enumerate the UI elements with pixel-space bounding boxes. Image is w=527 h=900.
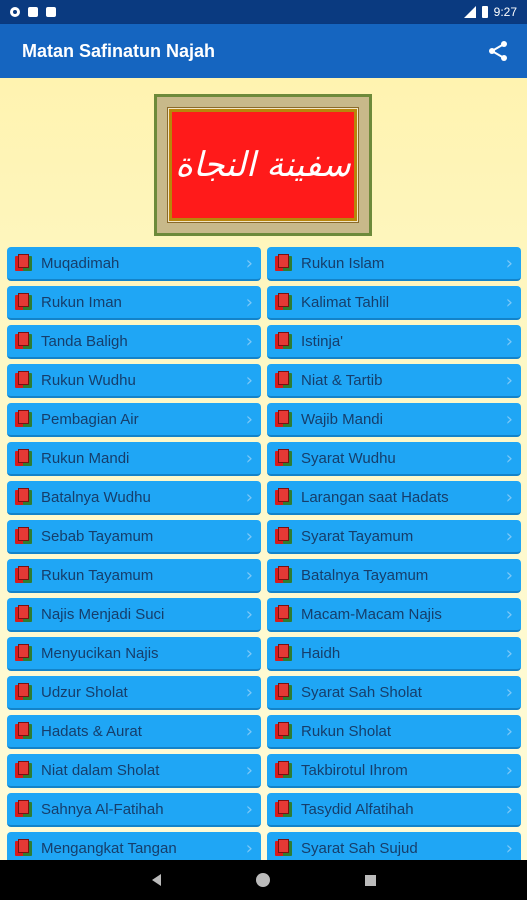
menu-item-label: Tasydid Alfatihah [301,800,414,818]
menu-item[interactable] [7,481,261,515]
menu-item[interactable] [267,832,521,860]
recents-icon[interactable] [365,875,376,886]
book-icon [275,371,293,389]
chevron-right-icon: › [505,408,513,430]
chevron-right-icon: › [505,642,513,664]
menu-item-label: Rukun Sholat [301,722,392,740]
menu-item[interactable] [267,754,521,788]
menu-item-label: Hadats & Aurat [41,722,142,740]
book-icon [15,332,33,350]
book-icon [15,449,33,467]
menu-item[interactable] [7,442,261,476]
chevron-right-icon: › [505,291,513,313]
book-icon [275,605,293,623]
menu-item-label: Sebab Tayamum [41,527,154,545]
menu-item[interactable] [7,247,261,281]
menu-item[interactable] [267,715,521,749]
menu-item-label: Kalimat Tahlil [301,293,390,311]
menu-item-label: Udzur Sholat [41,683,128,701]
chevron-right-icon: › [505,603,513,625]
menu-item-label: Haidh [301,644,341,662]
book-icon [275,566,293,584]
menu-item[interactable] [7,793,261,827]
book-icon [15,293,33,311]
menu-item-label: Rukun Mandi [41,449,130,467]
menu-item-label: Batalnya Wudhu [41,488,151,506]
menu-item[interactable] [7,676,261,710]
book-icon [275,800,293,818]
chevron-right-icon: › [245,681,253,703]
book-icon [15,800,33,818]
chevron-right-icon: › [245,369,253,391]
sd-card-icon [46,7,56,17]
menu-item-label: Rukun Wudhu [41,371,136,389]
menu-item-label: Rukun Islam [301,254,385,272]
book-icon [275,410,293,428]
navigation-bar [0,860,527,900]
menu-item-label: Istinja' [301,332,344,350]
chevron-right-icon: › [245,798,253,820]
share-icon[interactable] [487,40,509,62]
book-icon [275,293,293,311]
chevron-right-icon: › [245,291,253,313]
chevron-right-icon: › [245,330,253,352]
chevron-right-icon: › [505,759,513,781]
menu-item-label: Syarat Tayamum [301,527,414,545]
home-icon[interactable] [256,873,270,887]
chevron-right-icon: › [505,486,513,508]
chevron-right-icon: › [505,330,513,352]
book-icon [275,722,293,740]
menu-item-label: Muqadimah [41,254,120,272]
menu-item[interactable] [267,286,521,320]
chevron-right-icon: › [505,720,513,742]
chevron-right-icon: › [505,369,513,391]
menu-item-label: Niat dalam Sholat [41,761,160,779]
banner-image [154,94,372,236]
chevron-right-icon: › [505,837,513,859]
chevron-right-icon: › [245,486,253,508]
book-icon [15,839,33,857]
menu-item-label: Wajib Mandi [301,410,383,428]
book-icon [15,644,33,662]
menu-item-label: Macam-Macam Najis [301,605,442,623]
signal-icon [464,6,476,18]
chevron-right-icon: › [245,759,253,781]
menu-item-label: Pembagian Air [41,410,139,428]
menu-item-label: Rukun Iman [41,293,122,311]
menu-item[interactable] [267,793,521,827]
chevron-right-icon: › [245,603,253,625]
book-icon [275,449,293,467]
book-icon [275,254,293,272]
chevron-right-icon: › [245,564,253,586]
menu-item-label: Syarat Wudhu [301,449,396,467]
chevron-right-icon: › [245,408,253,430]
menu-item-label: Larangan saat Hadats [301,488,449,506]
menu-item[interactable] [7,754,261,788]
menu-item[interactable] [267,559,521,593]
menu-item[interactable] [7,364,261,398]
book-icon [15,761,33,779]
menu-item[interactable] [267,637,521,671]
chevron-right-icon: › [505,252,513,274]
menu-item[interactable] [7,637,261,671]
menu-grid [7,247,521,860]
chevron-right-icon: › [505,798,513,820]
menu-item[interactable] [7,403,261,437]
book-icon [15,254,33,272]
main-content[interactable] [0,78,527,860]
book-icon [15,410,33,428]
settings-icon [10,7,20,17]
book-icon [15,371,33,389]
menu-item-label: Batalnya Tayamum [301,566,429,584]
app-bar [0,24,527,78]
chevron-right-icon: › [245,252,253,274]
book-icon [275,527,293,545]
menu-item[interactable] [7,598,261,632]
chevron-right-icon: › [245,837,253,859]
status-time: 9:27 [493,5,517,19]
book-icon [15,566,33,584]
chevron-right-icon: › [505,564,513,586]
chevron-right-icon: › [505,525,513,547]
menu-item[interactable] [267,442,521,476]
menu-item-label: Sahnya Al-Fatihah [41,800,164,818]
app-title: Matan Safinatun Najah [22,40,216,61]
menu-item-label: Takbirotul Ihrom [301,761,408,779]
book-icon [275,839,293,857]
book-icon [15,605,33,623]
book-icon [275,332,293,350]
menu-item[interactable] [267,520,521,554]
battery-icon [482,6,488,18]
book-icon [275,683,293,701]
book-icon [15,488,33,506]
chevron-right-icon: › [245,642,253,664]
menu-item[interactable] [267,403,521,437]
menu-item[interactable] [267,598,521,632]
menu-item[interactable] [267,676,521,710]
menu-item-label: Najis Menjadi Suci [41,605,165,623]
chevron-right-icon: › [505,681,513,703]
chevron-right-icon: › [245,447,253,469]
menu-item-label: Mengangkat Tangan [41,839,177,857]
back-icon[interactable] [152,874,161,886]
menu-item-label: Syarat Sah Sholat [301,683,422,701]
menu-item[interactable] [267,325,521,359]
menu-item-label: Menyucikan Najis [41,644,159,662]
banner-calligraphy-panel [169,109,357,221]
chevron-right-icon: › [245,525,253,547]
book-icon [15,683,33,701]
menu-item[interactable] [7,520,261,554]
book-icon [275,761,293,779]
menu-item[interactable] [267,481,521,515]
chevron-right-icon: › [245,720,253,742]
menu-item[interactable] [7,832,261,860]
menu-item[interactable] [267,364,521,398]
menu-item-label: Rukun Tayamum [41,566,154,584]
menu-item-label: Niat & Tartib [301,371,383,389]
status-bar [0,0,527,24]
book-icon [15,722,33,740]
menu-item-label: Tanda Baligh [41,332,128,350]
notification-icon [28,7,38,17]
menu-item[interactable] [7,325,261,359]
book-icon [275,488,293,506]
menu-item[interactable] [7,559,261,593]
menu-item-label: Syarat Sah Sujud [301,839,418,857]
chevron-right-icon: › [505,447,513,469]
book-icon [15,527,33,545]
banner-arabic-title: سفينة النجاة [175,145,351,185]
book-icon [275,644,293,662]
menu-item[interactable] [7,286,261,320]
menu-item[interactable] [7,715,261,749]
menu-item[interactable] [267,247,521,281]
